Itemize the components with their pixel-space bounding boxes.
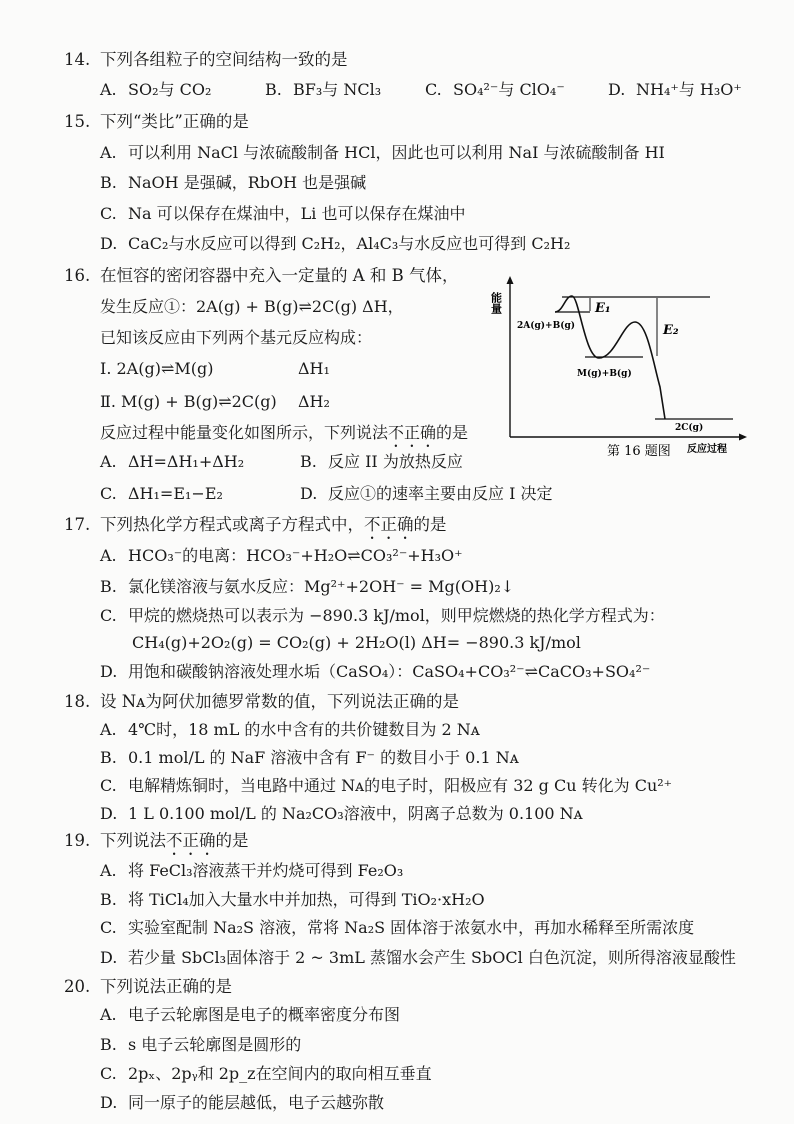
q17-c-equation: CH₄(g)+2O₂(g) = CO₂(g) + 2H₂O(l) ΔH= −890.3 kJ/mol bbox=[132, 633, 581, 652]
mid-label: M(g)+B(g) bbox=[577, 369, 632, 379]
option-19a: A. 将 FeCl₃溶液蒸干并灼烧可得到 Fe₂O₃ bbox=[100, 861, 404, 880]
x-axis-arrow bbox=[739, 434, 747, 441]
q16-step-2-dh: ΔH₂ bbox=[298, 392, 330, 411]
option-19b: B. 将 TiCl₄加入大量水中并加热，可得到 TiO₂·xH₂O bbox=[100, 890, 485, 909]
option-17b: B. 氯化镁溶液与氨水反应：Mg²⁺+2OH⁻ = Mg(OH)₂↓ bbox=[100, 577, 515, 596]
y-axis-arrow bbox=[507, 276, 514, 284]
option-18b: B. 0.1 mol/L 的 NaF 溶液中含有 F⁻ 的数目小于 0.1 Nᴀ bbox=[100, 748, 519, 767]
option-18a: A. 4℃时，18 mL 的水中含有的共价键数目为 2 Nᴀ bbox=[100, 720, 480, 739]
q16-stem-3: 已知该反应由下列两个基元反应构成： bbox=[100, 328, 373, 347]
option-16a: A. ΔH=ΔH₁+ΔH₂ bbox=[100, 452, 245, 471]
y-axis-label: 能量 bbox=[489, 292, 503, 314]
question-17: 17. 下列热化学方程式或离子方程式中，不正确的是 bbox=[64, 515, 447, 534]
end-label: 2C(g) bbox=[675, 423, 704, 433]
option-16b: B. 反应 II 为放热反应 bbox=[300, 452, 463, 471]
question-15: 15. 下列“类比”正确的是 bbox=[64, 112, 249, 131]
option-16c: C. ΔH₁=E₁−E₂ bbox=[100, 484, 223, 503]
question-20: 20. 下列说法正确的是 bbox=[64, 977, 232, 996]
start-label: 2A(g)+B(g) bbox=[517, 321, 576, 331]
option-19d: D. 若少量 SbCl₃固体溶于 2 ~ 3mL 蒸馏水会产生 SbOCl 白色沉淀，则所得溶液显酸性 bbox=[100, 948, 736, 967]
e2-label: E₂ bbox=[663, 323, 679, 338]
option-17d: D. 用饱和碳酸钠溶液处理水垢（CaSO₄）：CaSO₄+CO₃²⁻⇌CaCO₃+SO₄²⁻ bbox=[100, 662, 651, 681]
q16-stem-4: 反应过程中能量变化如图所示，下列说法不正确的是 bbox=[100, 423, 469, 442]
question-18: 18. 设 Nᴀ为阿伏加德罗常数的值，下列说法正确的是 bbox=[64, 692, 460, 711]
figure-caption: 第 16 题图 bbox=[607, 444, 671, 459]
option-14b: B. BF₃与 NCl₃ bbox=[265, 80, 382, 99]
option-15b: B. NaOH 是强碱，RbOH 也是强碱 bbox=[100, 173, 367, 192]
option-17a: A. HCO₃⁻的电离：HCO₃⁻+H₂O⇌CO₃²⁻+H₃O⁺ bbox=[100, 546, 463, 565]
option-20c: C. 2pₓ、2pᵧ和 2p_z在空间内的取向相互垂直 bbox=[100, 1064, 432, 1083]
option-20a: A. 电子云轮廓图是电子的概率密度分布图 bbox=[100, 1005, 401, 1024]
option-20d: D. 同一原子的能层越低，电子云越弥散 bbox=[100, 1093, 385, 1112]
question-16: 16. 在恒容的密闭容器中充入一定量的 A 和 B 气体， bbox=[64, 266, 459, 285]
question-14 bbox=[64, 48, 348, 72]
option-17c: C. 甲烷的燃烧热可以表示为 −890.3 kJ/mol，则甲烷燃烧的热化学方程式为： bbox=[100, 606, 665, 625]
option-14d: D. NH₄⁺与 H₃O⁺ bbox=[608, 80, 742, 99]
question-number: 14. bbox=[64, 50, 91, 69]
option-20b: B. s 电子云轮廓图是圆形的 bbox=[100, 1035, 302, 1054]
q16-reaction: 发生反应①：2A(g) + B(g)⇌2C(g) ΔH， bbox=[100, 297, 404, 316]
option-15d: D. CaC₂与水反应可以得到 C₂H₂，Al₄C₃与水反应也可得到 C₂H₂ bbox=[100, 234, 571, 253]
question-stem: 下列“类比”正确的是 bbox=[100, 112, 249, 131]
x-axis-label: 反应过程 bbox=[687, 444, 727, 455]
option-18c: C. 电解精炼铜时，当电路中通过 Nᴀ的电子时，阳极应有 32 g Cu 转化为 Cu²⁺ bbox=[100, 776, 673, 795]
option-19c: C. 实验室配制 Na₂S 溶液，常将 Na₂S 固体溶于浓氨水中，再加水稀释至所需浓度 bbox=[100, 918, 695, 937]
q16-step-1: Ⅰ. 2A(g)⇌M(g) bbox=[100, 359, 214, 378]
energy-diagram bbox=[489, 272, 750, 462]
e1-label: E₁ bbox=[595, 301, 611, 316]
option-16d: D. 反应①的速率主要由反应 I 决定 bbox=[300, 484, 553, 503]
option-15c: C. Na 可以保存在煤油中，Li 也可以保存在煤油中 bbox=[100, 204, 466, 223]
option-14c: C. SO₄²⁻与 ClO₄⁻ bbox=[425, 80, 565, 99]
option-14a: A. SO₂与 CO₂ bbox=[100, 80, 212, 99]
q16-step-1-dh: ΔH₁ bbox=[298, 359, 330, 378]
option-15a: A. 可以利用 NaCl 与浓硫酸制备 HCl，因此也可以利用 NaI 与浓硫酸制备 HI bbox=[100, 143, 665, 162]
question-19: 19. 下列说法不正确的是 bbox=[64, 831, 249, 850]
option-18d: D. 1 L 0.100 mol/L 的 Na₂CO₃溶液中，阴离子总数为 0.100 Nᴀ bbox=[100, 804, 583, 823]
question-stem: 下列各组粒子的空间结构一致的是 bbox=[100, 50, 348, 69]
q16-step-2: Ⅱ. M(g) + B(g)⇌2C(g) bbox=[100, 392, 277, 411]
